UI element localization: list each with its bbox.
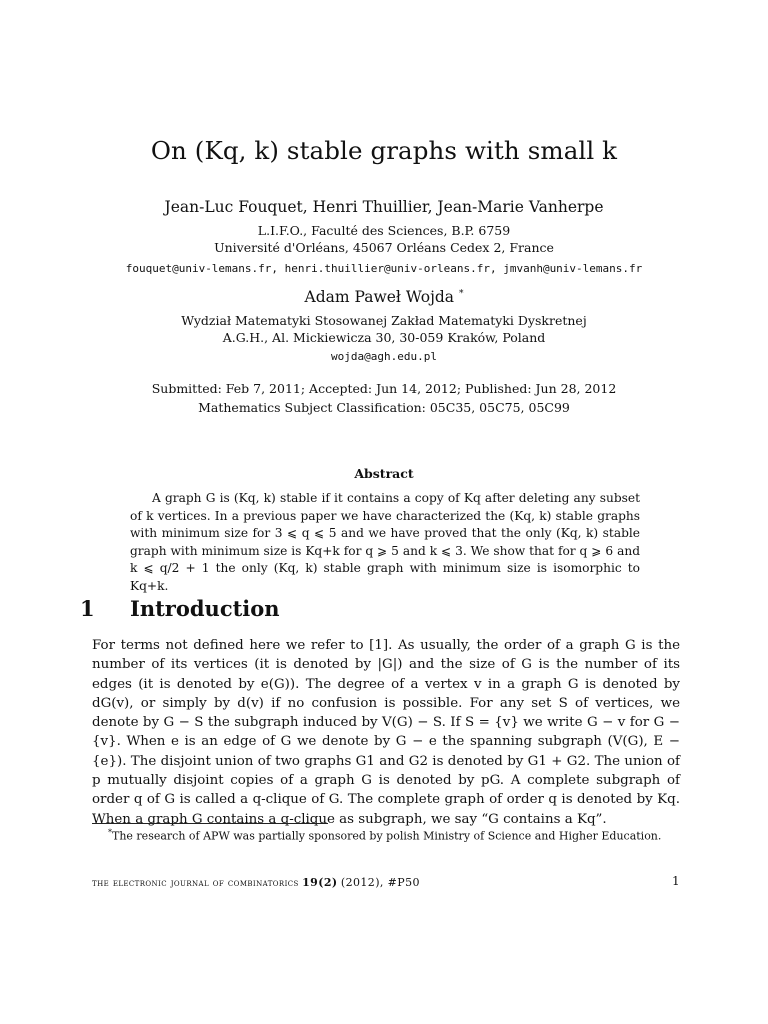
dates-line: Submitted: Feb 7, 2011; Accepted: Jun 14, 2012; Published: Jun 28, 2012	[151, 381, 617, 396]
authors-line: Jean-Luc Fouquet, Henri Thuillier, Jean-Marie Vanherpe	[164, 198, 604, 216]
publication-info	[0, 379, 768, 417]
author-2-footnote-mark: *	[458, 288, 464, 299]
section-title: Introduction	[130, 596, 280, 621]
email-2: wojda@agh.edu.pl	[331, 350, 437, 363]
footnote	[108, 826, 698, 844]
journal-name: the electronic journal of combinatorics	[92, 877, 299, 889]
affiliation-2-line1: Wydział Matematyki Stosowanej Zakład Matematyki Dyskretnej	[181, 313, 587, 328]
journal-year-issue: (2012), #P50	[340, 876, 420, 889]
msc-line: Mathematics Subject Classification: 05C35, 05C75, 05C99	[198, 400, 570, 415]
affiliation-2	[0, 312, 768, 346]
footnote-text: The research of APW was partially sponsored by polish Ministry of Science and Higher Education.	[112, 829, 662, 843]
affiliation-1-line1: L.I.F.O., Faculté des Sciences, B.P. 6759	[257, 223, 511, 238]
author-2	[0, 288, 768, 306]
abstract-heading: Abstract	[354, 466, 414, 481]
emails-line: fouquet@univ-lemans.fr, henri.thuillier@univ-orleans.fr, jmvanh@univ-lemans.fr	[125, 262, 643, 275]
page-number: 1	[672, 874, 680, 888]
affiliation-2-line2: A.G.H., Al. Mickiewicza 30, 30-059 Kraków, Poland	[222, 330, 546, 345]
section-number: 1	[80, 596, 95, 621]
introduction-paragraph: For terms not defined here we refer to [1]. As usually, the order of a graph G is the number of its vertices (it is denoted by |G|) and the size of G is the number of its edges (it is denoted by e(G)). The degree of a vertex v in a graph G is denoted by dG(v), or simply by d(v) if no confusion is possible. For any set S of vertices, we denote by G − S the subgraph induced by V(G) − S. If S = {v} we write G − v for G − {v}. When e is an edge of G we denote by G − e the spanning subgraph (V(G), E − {e}). The disjoint union of two graphs G1 and G2 is denoted by G1 + G2. The union of p mutually disjoint copies of a graph G is denoted by pG. A complete subgraph of order q of G is called a q-clique of G. The complete graph of order q is denoted by Kq. When a graph G contains a q-clique as subgraph, we say “G contains a Kq”.	[92, 638, 680, 827]
abstract-text: A graph G is (Kq, k) stable if it contains a copy of Kq after deleting any subset of k vertices. In a previous paper we have characterized the (Kq, k) stable graphs with minimum size for 3 ⩽ q ⩽ 5 and we have proved that the only (Kq, k) stable graph with minimum size is Kq+k for q ⩾ 5 and k ⩽ 3. We show that for q ⩾ 6 and k ⩽ q/2 + 1 the only (Kq, k) stable graph with minimum size is isomorphic to Kq+k.	[130, 491, 640, 593]
footnote-rule	[92, 823, 328, 824]
section-heading	[80, 596, 280, 621]
footnote-mark: *	[108, 828, 112, 837]
affiliation-1-line2: Université d'Orléans, 45067 Orléans Cedex 2, France	[214, 240, 554, 255]
journal-volume: 19(2)	[302, 876, 338, 889]
journal-footer	[92, 876, 420, 889]
paper-title: On (Kq, k) stable graphs with small k	[150, 136, 618, 165]
affiliation-1	[0, 222, 768, 256]
author-2-name: Adam Paweł Wojda	[304, 288, 455, 306]
